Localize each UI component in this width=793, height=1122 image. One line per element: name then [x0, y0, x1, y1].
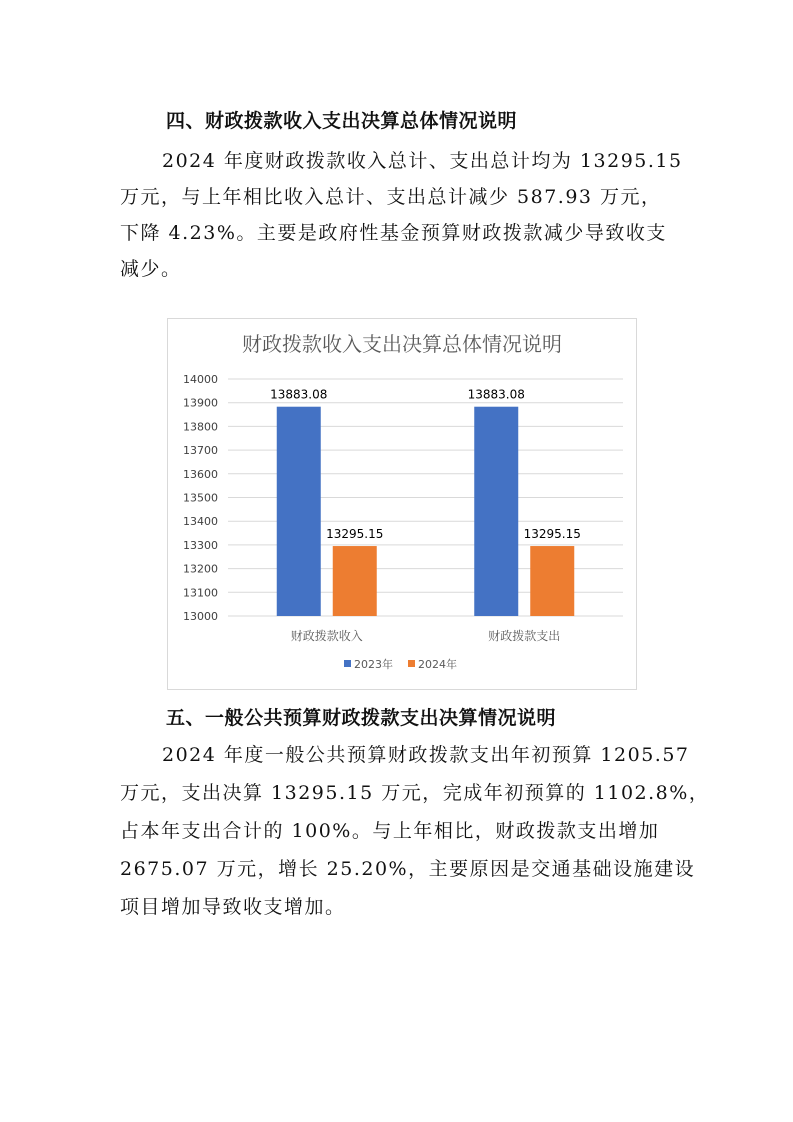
- bar-chart: [168, 319, 636, 689]
- paragraph-line: 2024 年度财政拨款收入总计、支出总计均为 13295.15: [162, 150, 683, 172]
- bar-data-label: 13295.15: [326, 527, 384, 542]
- paragraph-line: 减少。: [120, 258, 182, 280]
- paragraph-line: 万元，与上年相比收入总计、支出总计减少 587.93 万元，: [120, 186, 662, 208]
- y-tick-label: 13900: [183, 396, 218, 410]
- y-tick-label: 13200: [183, 562, 218, 576]
- y-tick-label: 13600: [183, 467, 218, 481]
- y-tick-label: 13100: [183, 586, 218, 600]
- y-tick-label: 13400: [183, 515, 218, 529]
- y-tick-label: 13700: [183, 444, 218, 458]
- section4-heading: 四、财政拨款收入支出决算总体情况说明: [166, 110, 518, 132]
- paragraph-line: 占本年支出合计的 100%。与上年相比，财政拨款支出增加: [120, 820, 660, 842]
- bar: [277, 407, 321, 616]
- legend-swatch: [344, 660, 351, 667]
- bar-data-label: 13295.15: [523, 527, 581, 542]
- section5-heading: 五、一般公共预算财政拨款支出决算情况说明: [166, 707, 557, 729]
- bar: [333, 546, 377, 616]
- bar-data-label: 13883.08: [270, 387, 328, 402]
- y-tick-label: 13300: [183, 538, 218, 552]
- bar-data-label: 13883.08: [467, 387, 525, 402]
- legend-swatch: [408, 660, 415, 667]
- y-tick-label: 13500: [183, 491, 218, 505]
- paragraph-line: 万元，支出决算 13295.15 万元，完成年初预算的 1102.8%，: [120, 782, 710, 804]
- bar: [474, 407, 518, 616]
- paragraph-line: 2675.07 万元，增长 25.20%，主要原因是交通基础设施建设: [120, 858, 696, 880]
- chart-container: [167, 318, 637, 690]
- bar: [530, 546, 574, 616]
- y-tick-label: 13800: [183, 420, 218, 434]
- paragraph-line: 项目增加导致收支增加。: [120, 896, 346, 918]
- y-tick-label: 14000: [183, 373, 218, 386]
- x-tick-label: 财政拨款支出: [488, 629, 561, 643]
- legend-label: 2023年: [354, 658, 393, 671]
- x-tick-label: 财政拨款收入: [290, 629, 363, 643]
- paragraph-line: 下降 4.23%。主要是政府性基金预算财政拨款减少导致收支: [120, 222, 667, 244]
- paragraph-line: 2024 年度一般公共预算财政拨款支出年初预算 1205.57: [162, 744, 690, 766]
- chart-title: 财政拨款收入支出决算总体情况说明: [242, 332, 562, 356]
- legend-label: 2024年: [418, 658, 457, 671]
- y-tick-label: 13000: [183, 610, 218, 623]
